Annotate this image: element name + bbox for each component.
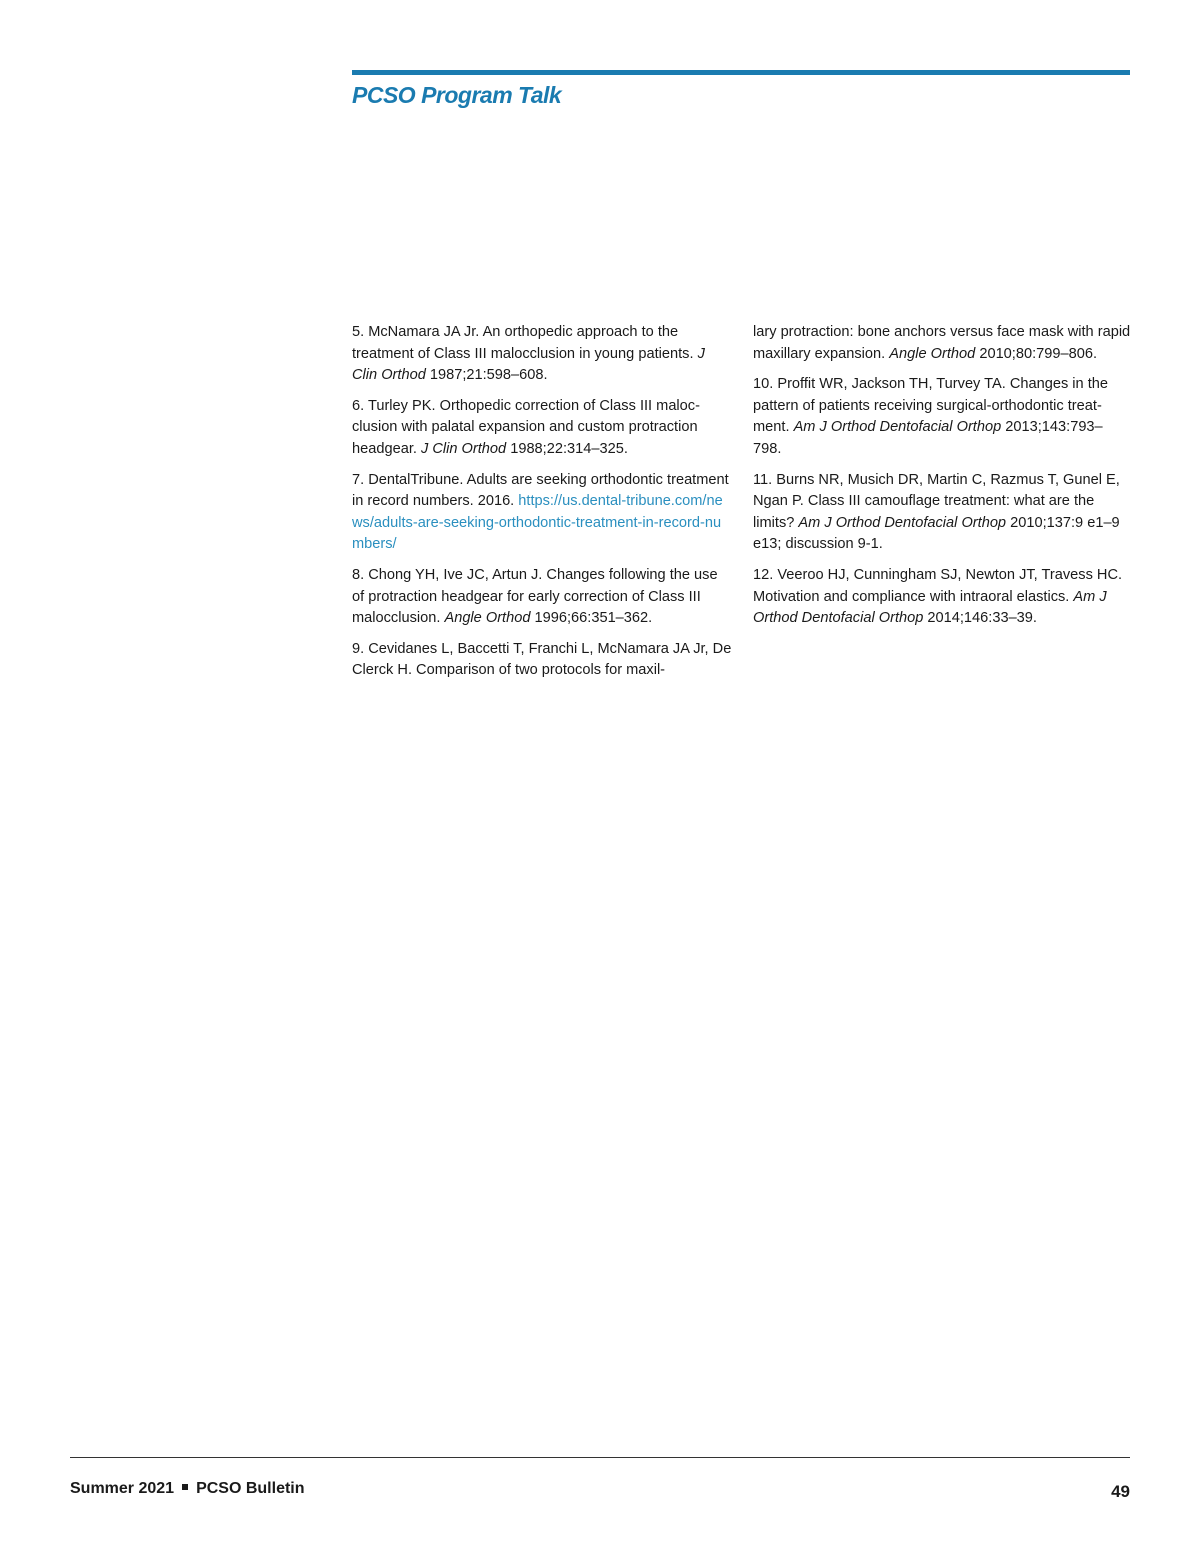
reference-item: 8. Chong YH, Ive JC, Artun J. Changes following the use of protraction headgear for early correction of Class III malocclusion. Angle Orthod 1996;66:351–362.	[352, 566, 718, 627]
journal-name: J Clin Orthod	[352, 345, 705, 384]
journal-name: Am J Orthod Dentofacial Orthop	[798, 514, 1007, 531]
journal-name: Am J Orthod Dentofacial Orthop	[793, 419, 1002, 436]
journal-name: J Clin Orthod	[420, 440, 507, 457]
footer-issue-info	[70, 1480, 305, 1498]
journal-name: Angle Orthod	[889, 345, 976, 362]
references-column-right	[753, 322, 1131, 639]
reference-item: 12. Veeroo HJ, Cunningham SJ, Newton JT, Travess HC. Motivation and compliance with intraoral elastics. Am J Orthod Dentofacial Orthop 2014;146:33–39.	[753, 566, 1123, 627]
reference-item: 11. Burns NR, Musich DR, Martin C, Razmus T, Gunel E, Ngan P. Class III camouflage treatment: what are the limits? Am J Orthod Dentofacial Orthop 2010;137:9 e1–9 e13; discussion 9-1.	[753, 471, 1120, 553]
reference-item: 9. Cevidanes L, Baccetti T, Franchi L, McNamara JA Jr, De Clerck H. Comparison of two protocols for maxil-	[352, 640, 732, 679]
page-number: 49	[1111, 1482, 1130, 1501]
square-bullet-icon	[182, 1484, 188, 1490]
reference-item: 6. Turley PK. Orthopedic correction of Class III maloc-clusion with palatal expansion and custom protraction headgear. J Clin Orthod 1988;22:314–325.	[352, 397, 700, 457]
reference-item: 10. Proffit WR, Jackson TH, Turvey TA. Changes in the pattern of patients receiving surgical-orthodontic treat-ment. Am J Orthod Dentofacial Orthop 2013;143:793–798.	[753, 376, 1108, 457]
footer-publication: PCSO Bulletin	[196, 1480, 305, 1497]
footer-rule	[70, 1457, 1130, 1458]
journal-name: Angle Orthod	[444, 610, 531, 627]
reference-item: 5. McNamara JA Jr. An orthopedic approach to the treatment of Class III malocclusion in young patients. J Clin Orthod 1987;21:598–608.	[352, 324, 705, 384]
references-column-left	[352, 322, 732, 691]
reference-item: 7. DentalTribune. Adults are seeking orthodontic treatment in record numbers. 2016. https://us.dental-tribune.com/news/adults-are-seeking-orthodontic-treatment-in-record-numbers/	[352, 471, 729, 553]
reference-item: lary protraction: bone anchors versus face mask with rapid maxillary expansion. Angle Orthod 2010;80:799–806.	[753, 324, 1131, 362]
section-title: PCSO Program Talk	[352, 82, 562, 108]
reference-link[interactable]: https://us.dental-tribune.com/news/adults-are-seeking-orthodontic-treatment-in-record-numbers/	[352, 493, 723, 553]
footer-issue: Summer 2021	[70, 1480, 175, 1497]
journal-name: Am J Orthod Dentofacial Orthop	[753, 588, 1107, 627]
header-rule	[352, 70, 1130, 75]
